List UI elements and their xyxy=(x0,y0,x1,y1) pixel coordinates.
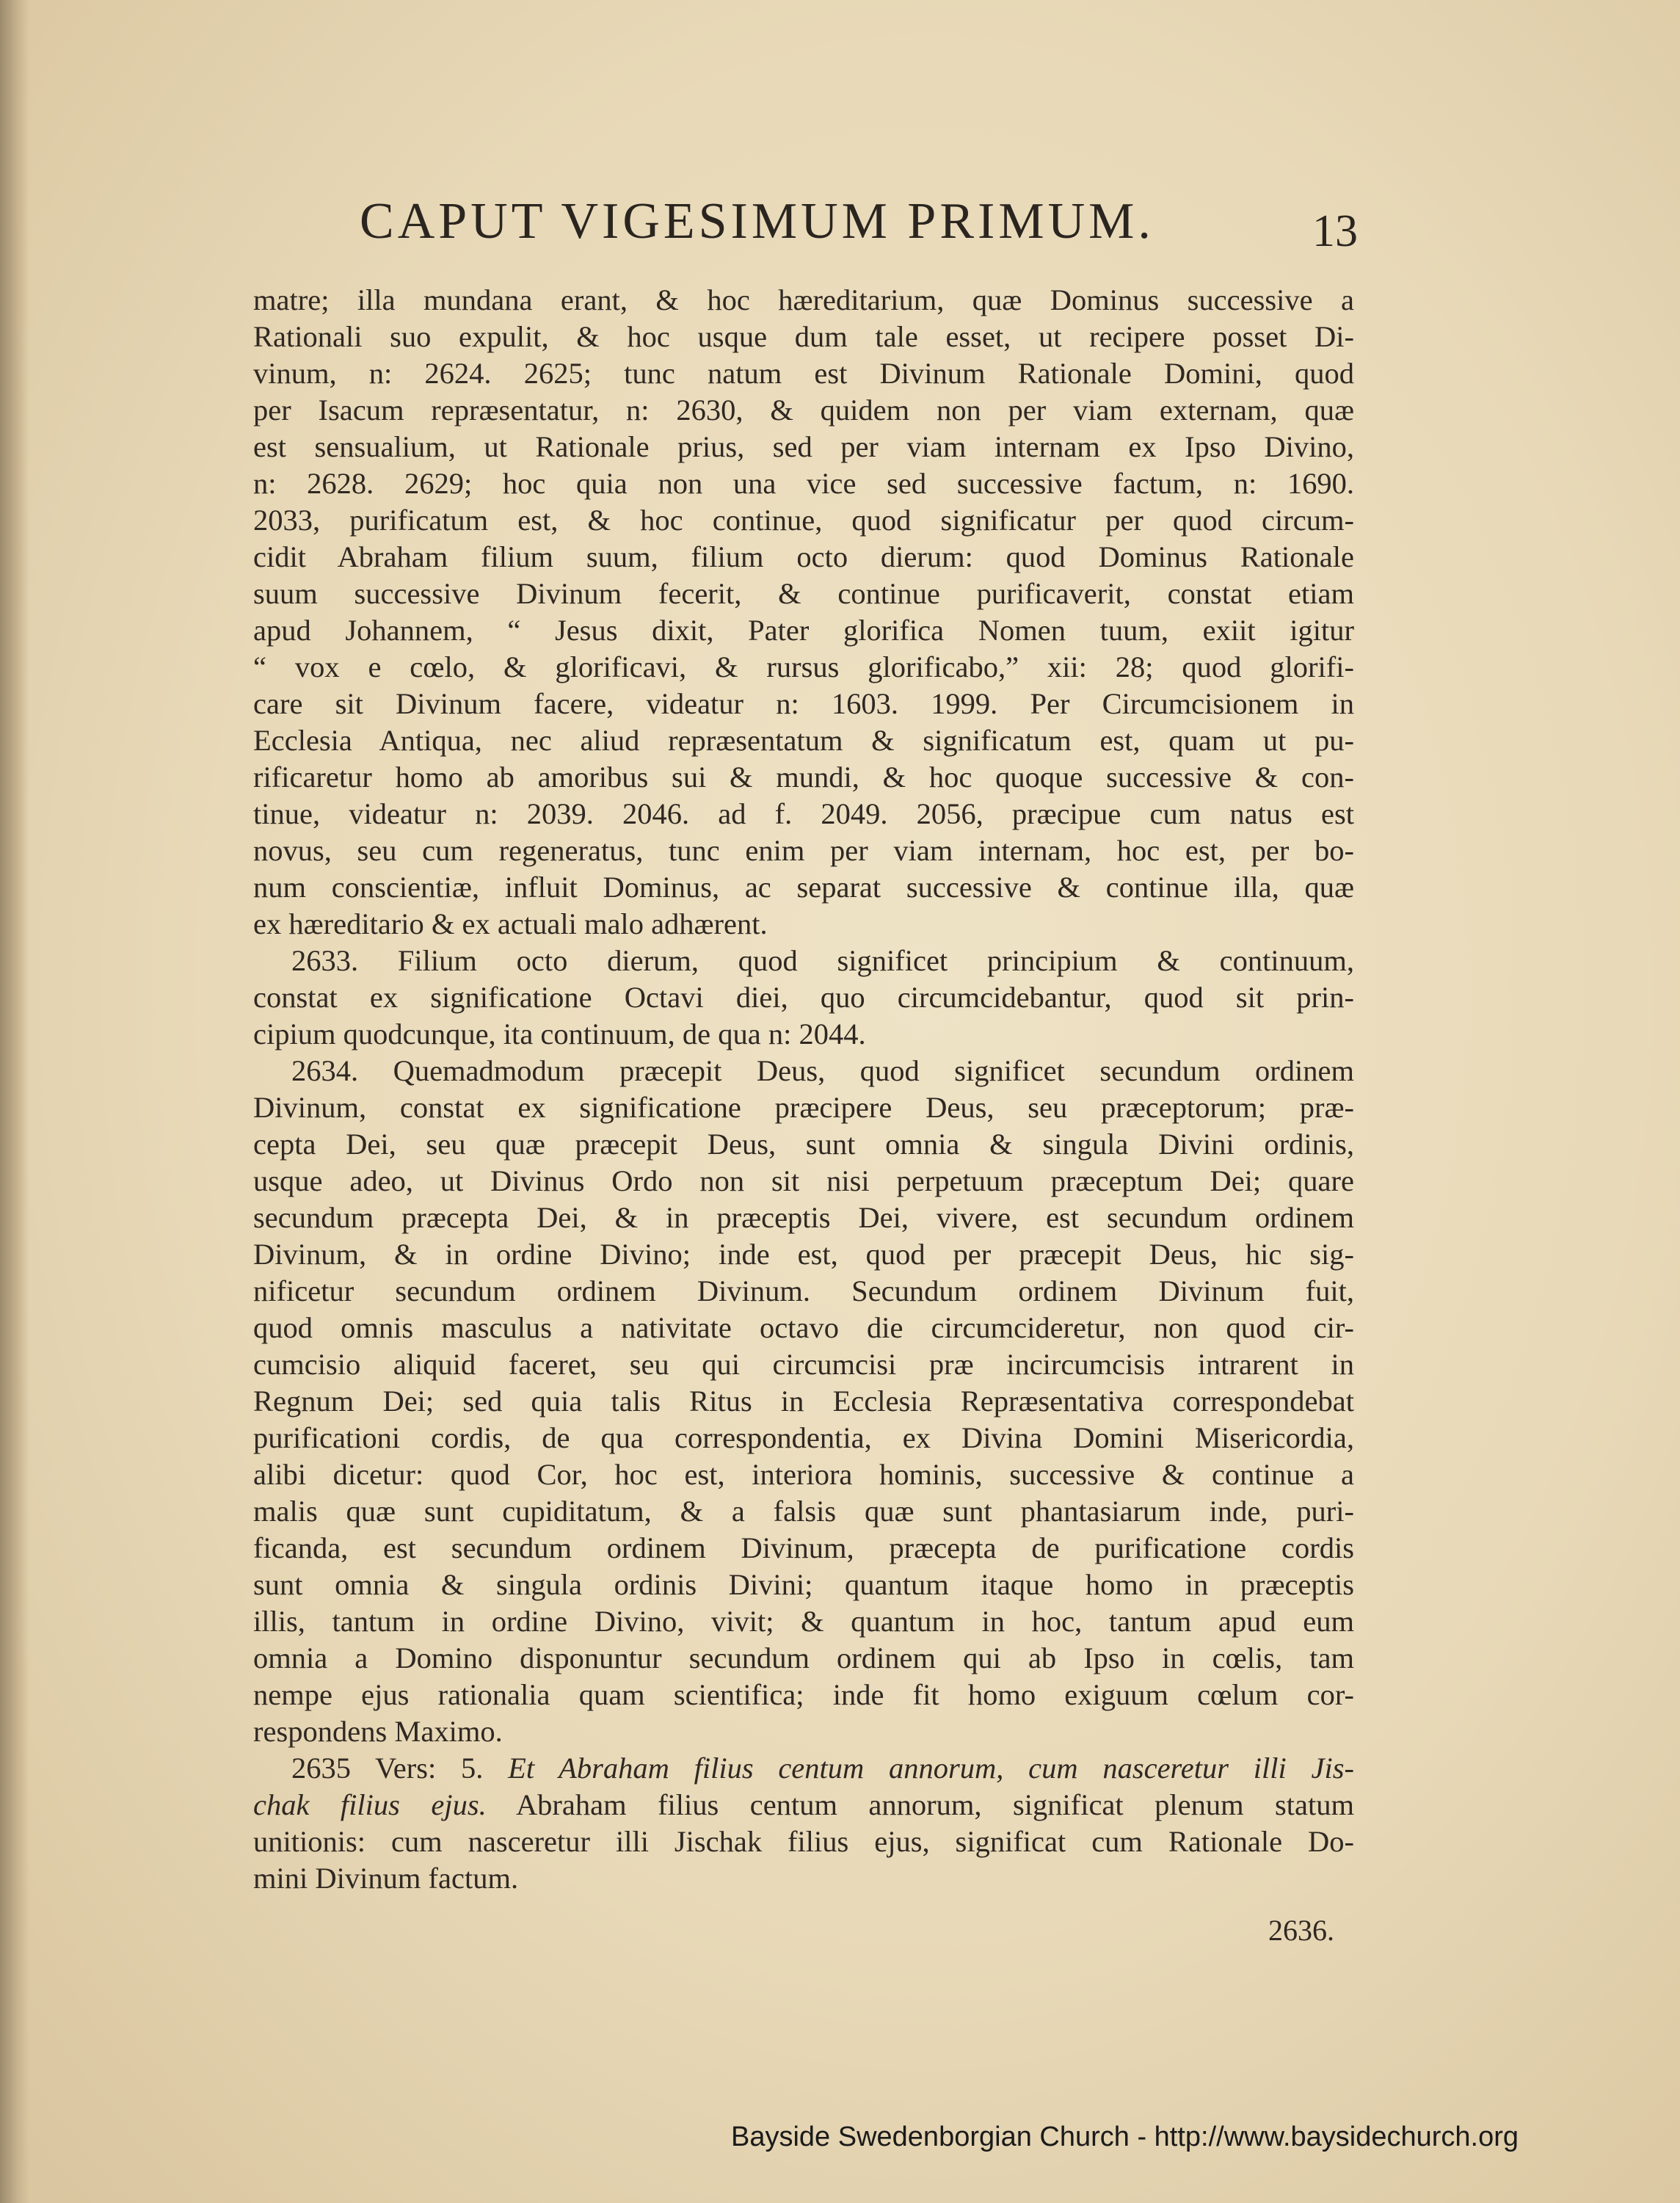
text-line: Ecclesia Antiqua, nec aliud repræsentatum & significatum est, quam ut pu- xyxy=(253,724,1354,757)
text-line: constat ex significatione Octavi diei, quo circumcidebantur, quod sit prin- xyxy=(253,981,1354,1014)
text-line: Regnum Dei; sed quia talis Ritus in Ecclesia Repræsentativa correspondebat xyxy=(253,1384,1354,1418)
text-line: per Isacum repræsentatur, n: 2630, & quidem non per viam externam, quæ xyxy=(253,393,1354,427)
book-gutter xyxy=(0,0,29,2203)
text-line: Rationali suo expulit, & hoc usque dum tale esset, ut recipere posset Di- xyxy=(253,320,1354,353)
paragraph-2633-line: 2633. Filium octo dierum, quod significet principium & continuum, xyxy=(291,944,1354,977)
text-line: mini Divinum factum. xyxy=(253,1862,519,1895)
page-number: 13 xyxy=(1312,206,1358,256)
text-line: num conscientiæ, influit Dominus, ac separat successive & continue illa, quæ xyxy=(253,871,1354,904)
text-line: nificetur secundum ordinem Divinum. Secundum ordinem Divinum fuit, xyxy=(253,1274,1354,1307)
paragraph-2634-line: 2634. Quemadmodum præcepit Deus, quod significet secundum ordinem xyxy=(291,1054,1354,1087)
text-line: tinue, videatur n: 2039. 2046. ad f. 2049. 2056, præcipue cum natus est xyxy=(253,797,1354,830)
text-line: ficanda, est secundum ordinem Divinum, præcepta de purificatione cordis xyxy=(253,1531,1354,1564)
running-head: CAPUT VIGESIMUM PRIMUM. xyxy=(360,193,1154,250)
text-line: quod omnis masculus a nativitate octavo die circumcideretur, non quod cir- xyxy=(253,1311,1354,1344)
text-line: unitionis: cum nasceretur illi Jischak filius ejus, significat cum Rationale Do- xyxy=(253,1825,1354,1858)
catchword: 2636. xyxy=(1268,1914,1334,1947)
text-line: care sit Divinum facere, videatur n: 1603. 1999. Per Circumcisionem in xyxy=(253,687,1354,720)
text-line: secundum præcepta Dei, & in præceptis Dei, vivere, est secundum ordinem xyxy=(253,1201,1354,1234)
text-line: est sensualium, ut Rationale prius, sed per viam internam ex Ipso Divino, xyxy=(253,430,1354,463)
text-line: cepta Dei, seu quæ præcepit Deus, sunt omnia & singula Divini ordinis, xyxy=(253,1128,1354,1161)
text-line: apud Johannem, “ Jesus dixit, Pater glorifica Nomen tuum, exiit igitur xyxy=(253,614,1354,647)
verse-2635-line xyxy=(253,1787,1354,1823)
text-line: sunt omnia & singula ordinis Divini; quantum itaque homo in præceptis xyxy=(253,1568,1354,1601)
verse-text: Abraham filius centum annorum, significat plenum statum xyxy=(515,1788,1355,1821)
text-line: “ vox e cœlo, & glorificavi, & rursus glorificabo,” xii: 28; quod glorifi- xyxy=(253,650,1354,683)
text-line: purificationi cordis, de qua correspondentia, ex Divina Domini Misericordia, xyxy=(253,1421,1354,1454)
text-line: malis quæ sunt cupiditatum, & a falsis quæ sunt phantasiarum inde, puri- xyxy=(253,1495,1354,1528)
text-line: cumcisio aliquid faceret, seu qui circumcisi præ incircumcisis intrarent in xyxy=(253,1348,1354,1381)
verse-quote: chak filius ejus. xyxy=(253,1788,487,1821)
text-line: nempe ejus rationalia quam scientifica; inde fit homo exiguum cœlum cor- xyxy=(253,1678,1354,1711)
body-text xyxy=(253,282,1354,1897)
watermark-caption: Bayside Swedenborgian Church - http://www.baysidechurch.org xyxy=(731,2122,1519,2152)
text-line: matre; illa mundana erant, & hoc hæreditarium, quæ Dominus successive a xyxy=(253,283,1354,316)
text-line: Divinum, & in ordine Divino; inde est, quod per præcepit Deus, hic sig- xyxy=(253,1238,1354,1271)
text-line: 2033, purificatum est, & hoc continue, quod significatur per quod circum- xyxy=(253,504,1354,537)
text-line: novus, seu cum regeneratus, tunc enim per viam internam, hoc est, per bo- xyxy=(253,834,1354,867)
text-line: n: 2628. 2629; hoc quia non una vice sed successive factum, n: 1690. xyxy=(253,467,1354,500)
text-line: cipium quodcunque, ita continuum, de qua n: 2044. xyxy=(253,1017,866,1050)
text-line: cidit Abraham filium suum, filium octo dierum: quod Dominus Rationale xyxy=(253,540,1354,573)
verse-quote: Et Abraham filius centum annorum, cum nasceretur illi Jis- xyxy=(508,1752,1354,1785)
verse-2635-line xyxy=(253,1750,1354,1787)
text-line: respondens Maximo. xyxy=(253,1715,503,1748)
text-line: omnia a Domino disponuntur secundum ordinem qui ab Ipso in cœlis, tam xyxy=(253,1641,1354,1674)
text-line: rificaretur homo ab amoribus sui & mundi, & hoc quoque successive & con- xyxy=(253,761,1354,794)
text-line: Divinum, constat ex significatione præcipere Deus, seu præceptorum; præ- xyxy=(253,1091,1354,1124)
verse-number: 2635 Vers: 5. xyxy=(291,1752,484,1785)
text-line: suum successive Divinum fecerit, & continue purificaverit, constat etiam xyxy=(253,577,1354,610)
text-line: usque adeo, ut Divinus Ordo non sit nisi perpetuum præceptum Dei; quare xyxy=(253,1164,1354,1197)
text-line: alibi dicetur: quod Cor, hoc est, interiora hominis, successive & continue a xyxy=(253,1458,1354,1491)
text-line: vinum, n: 2624. 2625; tunc natum est Divinum Rationale Domini, quod xyxy=(253,357,1354,390)
text-line: ex hæreditario & ex actuali malo adhærent. xyxy=(253,907,768,940)
text-line: illis, tantum in ordine Divino, vivit; & quantum in hoc, tantum apud eum xyxy=(253,1605,1354,1638)
